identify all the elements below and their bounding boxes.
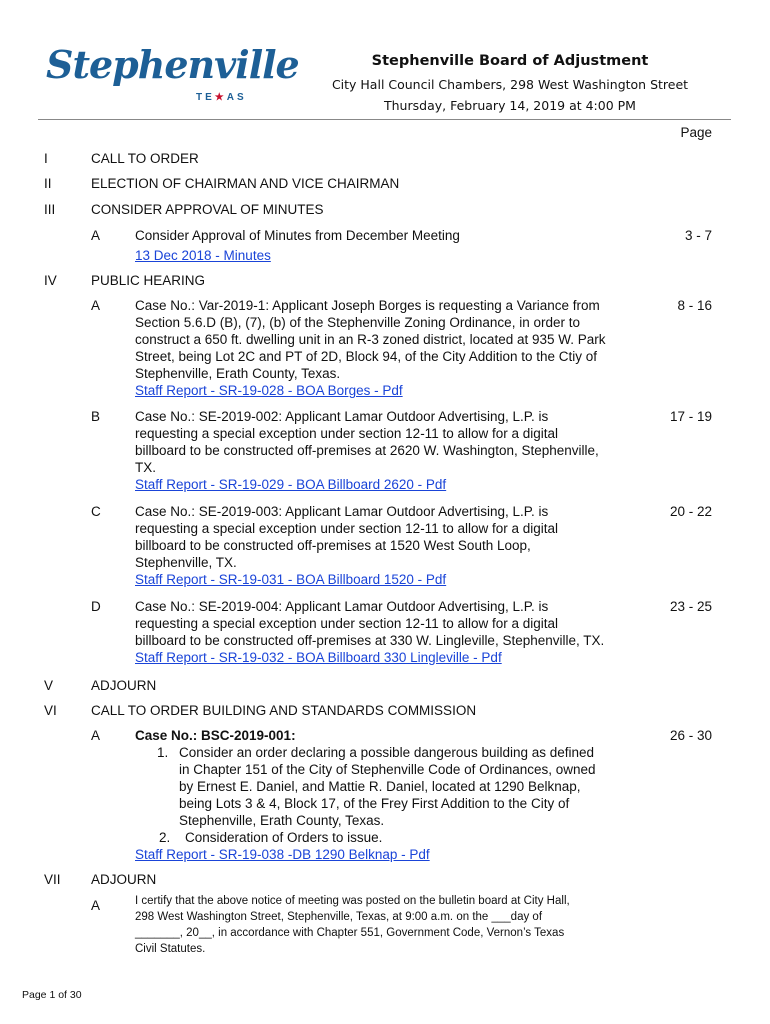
subitem-letter: A [91, 298, 101, 313]
subitem-letter: A [91, 728, 101, 743]
page-column-header: Page [680, 125, 712, 140]
text-line: construct a 650 ft. dwelling unit in an R-3 zoned district, located at 935 W. Park [135, 332, 606, 347]
subitem-letter: C [91, 504, 101, 519]
text-line: requesting a special exception under section 12-11 to allow for a digital [135, 426, 559, 441]
minutes-link[interactable]: 13 Dec 2018 - Minutes [135, 248, 271, 263]
point-number: 1. [157, 745, 169, 760]
page-range: 26 - 30 [669, 728, 712, 743]
item-number: I [44, 151, 48, 166]
text-line: being Lots 3 & 4, Block 17, of the Frey First Addition to the City of [179, 796, 570, 811]
text-line: Stephenville, Erath County, Texas. [135, 366, 341, 381]
subitem-text: Consider Approval of Minutes from December Meeting [135, 228, 460, 243]
text-line: billboard to be constructed off-premises at 2620 W. Washington, Stephenville, [135, 443, 599, 458]
text-line: billboard to be constructed off-premises at 330 W. Lingleville, Stephenville, TX. [135, 633, 605, 648]
case-heading: Case No.: BSC-2019-001: [135, 728, 296, 743]
subitem-letter: A [91, 898, 101, 913]
staff-report-link[interactable]: Staff Report - SR-19-038 -DB 1290 Belknap - Pdf [135, 847, 430, 862]
text-line: 298 West Washington Street, Stephenville, Texas, at 9:00 a.m. on the ___day of [135, 911, 543, 923]
item-number: V [44, 678, 54, 693]
item-title: PUBLIC HEARING [91, 273, 206, 288]
subitem-letter: D [91, 599, 101, 614]
logo-state [196, 92, 247, 103]
text-line: Stephenville, Erath County, Texas. [179, 813, 385, 828]
text-line: Case No.: SE-2019-004: Applicant Lamar Outdoor Advertising, L.P. is [135, 599, 549, 614]
text-line: Street, being Lot 2C and PT of 2D, Block 94, of the City Addition to the Ctiy of [135, 349, 598, 364]
item-title: ADJOURN [91, 678, 157, 693]
staff-report-link[interactable]: Staff Report - SR-19-029 - BOA Billboard 2620 - Pdf [135, 477, 447, 492]
subitem-text [135, 408, 630, 493]
page-range: 17 - 19 [669, 409, 712, 424]
subitem-text [135, 297, 630, 399]
subitem-text [135, 503, 630, 588]
point-number: 2. [159, 830, 171, 845]
text-line: Civil Statutes. [135, 943, 206, 955]
item-number: VII [44, 872, 61, 887]
text-line: _______, 20__, in accordance with Chapter 551, Government Code, Vernon’s Texas [135, 927, 565, 939]
item-title: CALL TO ORDER [91, 151, 199, 166]
meeting-location: City Hall Council Chambers, 298 West Washington Street [331, 77, 689, 92]
item-title: ADJOURN [91, 872, 157, 887]
text-line: in Chapter 151 of the City of Stephenville Code of Ordinances, owned [179, 762, 596, 777]
certification-text [135, 893, 625, 957]
logo-wordmark: Stephenville [46, 42, 299, 87]
text-line: Case No.: SE-2019-003: Applicant Lamar Outdoor Advertising, L.P. is [135, 504, 549, 519]
subitem-text [135, 598, 630, 666]
text-line: TX. [135, 460, 157, 475]
text-line: Consideration of Orders to issue. [185, 830, 383, 845]
header-divider [38, 119, 731, 120]
logo-state-post: AS [226, 92, 247, 103]
text-line: Section 5.6.D (B), (7), (b) of the Stephenville Zoning Ordinance, in order to [135, 315, 580, 330]
page-range: 23 - 25 [669, 599, 712, 614]
staff-report-link[interactable]: Staff Report - SR-19-032 - BOA Billboard 330 Lingleville - Pdf [135, 650, 502, 665]
meeting-datetime: Thursday, February 14, 2019 at 4:00 PM [384, 98, 636, 113]
page-range: 20 - 22 [669, 504, 712, 519]
subitem-text [135, 727, 630, 863]
staff-report-link[interactable]: Staff Report - SR-19-028 - BOA Borges - Pdf [135, 383, 403, 398]
star-icon: ★ [214, 92, 227, 103]
text-line: Stephenville, TX. [135, 555, 237, 570]
subitem-letter: A [91, 228, 101, 243]
text-line: Consider an order declaring a possible dangerous building as defined [179, 745, 595, 760]
page-range: 8 - 16 [677, 298, 712, 313]
item-number: VI [44, 703, 57, 718]
text-line: requesting a special exception under section 12-11 to allow for a digital [135, 616, 559, 631]
text-line: by Ernest E. Daniel, and Mattie R. Daniel, located at 1290 Belknap, [179, 779, 581, 794]
numbered-point [135, 744, 630, 829]
item-number: IV [44, 273, 57, 288]
text-line: requesting a special exception under section 12-11 to allow for a digital [135, 521, 559, 536]
agenda-title: Stephenville Board of Adjustment [371, 53, 649, 69]
item-number: III [44, 202, 56, 217]
item-number: II [44, 176, 52, 191]
text-line: Case No.: SE-2019-002: Applicant Lamar Outdoor Advertising, L.P. is [135, 409, 549, 424]
text-line: billboard to be constructed off-premises at 1520 West South Loop, [135, 538, 531, 553]
staff-report-link[interactable]: Staff Report - SR-19-031 - BOA Billboard 1520 - Pdf [135, 572, 447, 587]
item-title: ELECTION OF CHAIRMAN AND VICE CHAIRMAN [91, 176, 400, 191]
subitem-letter: B [91, 409, 101, 424]
page-number: Page 1 of 30 [22, 989, 82, 1001]
stephenville-logo [46, 40, 299, 110]
item-title: CALL TO ORDER BUILDING AND STANDARDS COMMISSION [91, 703, 477, 718]
text-line: Case No.: Var-2019-1: Applicant Joseph Borges is requesting a Variance from [135, 298, 600, 313]
logo-state-pre: TE [196, 92, 215, 103]
item-title: CONSIDER APPROVAL OF MINUTES [91, 202, 324, 217]
text-line: I certify that the above notice of meeting was posted on the bulletin board at City Hall, [135, 895, 570, 907]
page-range: 3 - 7 [684, 228, 712, 243]
numbered-point [135, 829, 630, 846]
